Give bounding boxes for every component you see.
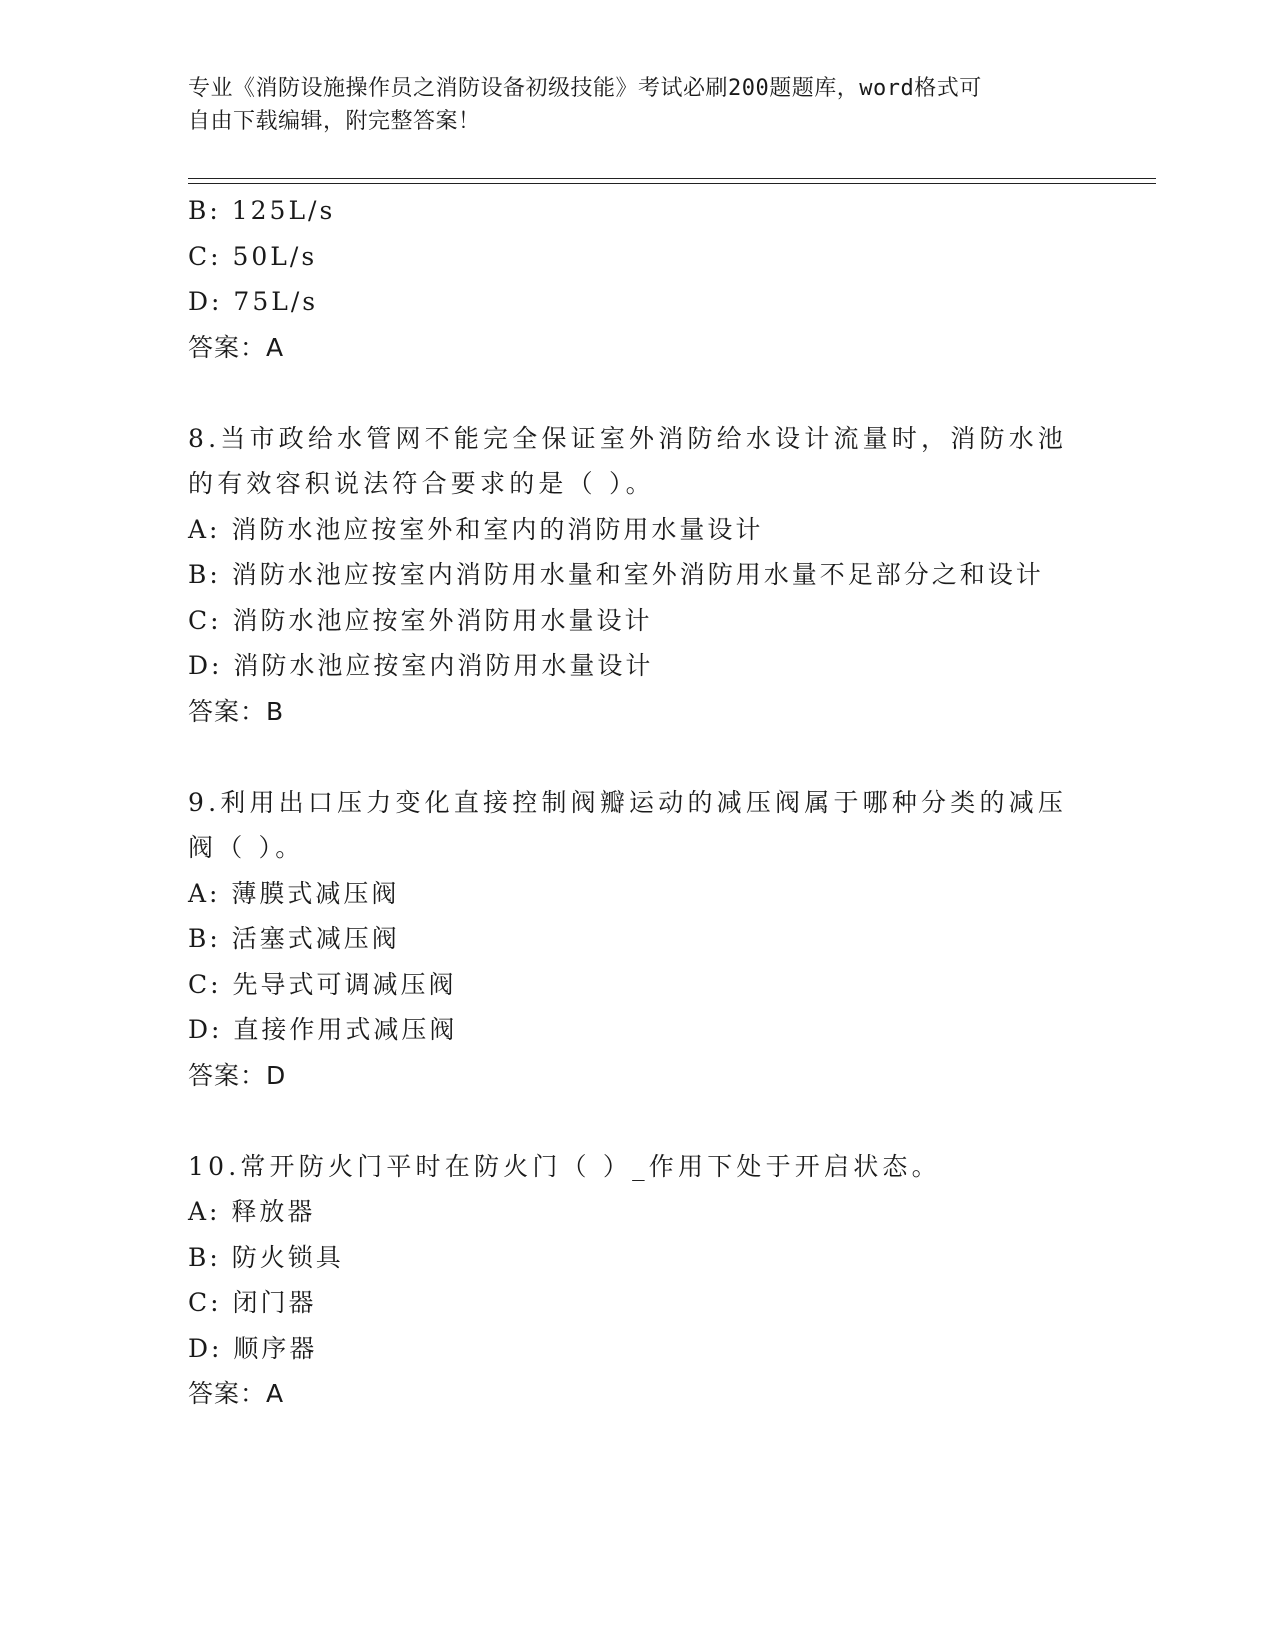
option-c: C: 50L/s (188, 241, 318, 271)
question-stem (188, 416, 1148, 507)
option-c: C: 闭门器 (188, 1288, 317, 1317)
option-d: D: 顺序器 (188, 1333, 318, 1363)
header-line-1: 专业《消防设施操作员之消防设备初级技能》考试必刷200题题库，word格式可 (188, 76, 982, 101)
header-divider-top (188, 178, 1156, 179)
answer-line: 答案：B (188, 696, 285, 726)
option-d: D: 直接作用式减压阀 (188, 1015, 458, 1044)
spacer (188, 1098, 1148, 1144)
option-c: C: 消防水池应按室外消防用水量设计 (188, 605, 653, 635)
option-c: C: 先导式可调减压阀 (188, 969, 457, 999)
option-a: A: 消防水池应按室外和室内的消防用水量设计 (188, 514, 764, 544)
question-stem (188, 1144, 1148, 1190)
question-7-continued (188, 188, 1148, 370)
question-stem-line: 10.常开防火门平时在防火门（ ）_作用下处于开启状态。 (188, 1151, 941, 1181)
option-b: B: 活塞式减压阀 (188, 924, 400, 953)
answer-line: 答案：A (188, 332, 285, 362)
option-b: B: 防火锁具 (188, 1242, 344, 1272)
document-body (188, 188, 1148, 1417)
option-d: D: 75L/s (188, 287, 319, 316)
document-header (188, 72, 1088, 138)
option-a: A: 薄膜式减压阀 (188, 878, 400, 908)
question-stem (188, 780, 1148, 871)
question-9 (188, 780, 1148, 1099)
question-10 (188, 1144, 1148, 1417)
option-b: B: 125L/s (188, 196, 336, 225)
question-8 (188, 416, 1148, 735)
answer-line: 答案：D (188, 1060, 287, 1090)
question-stem-line: 阀（ ）。 (188, 833, 305, 862)
option-d: D: 消防水池应按室内消防用水量设计 (188, 651, 654, 680)
header-line-2: 自由下载编辑，附完整答案！ (188, 109, 481, 134)
spacer (188, 370, 1148, 416)
question-stem-line: 8.当市政给水管网不能完全保证室外消防给水设计流量时，消防水池 (188, 423, 1068, 453)
answer-line: 答案：A (188, 1379, 285, 1408)
option-a: A: 释放器 (188, 1197, 316, 1226)
question-stem-line: 9.利用出口压力变化直接控制阀瓣运动的减压阀属于哪种分类的减压 (188, 787, 1068, 817)
header-divider-bottom (188, 183, 1156, 184)
question-stem-line: 的有效容积说法符合要求的是（ ）。 (188, 469, 655, 498)
option-b: B: 消防水池应按室内消防用水量和室外消防用水量不足部分之和设计 (188, 560, 1044, 589)
spacer (188, 734, 1148, 780)
